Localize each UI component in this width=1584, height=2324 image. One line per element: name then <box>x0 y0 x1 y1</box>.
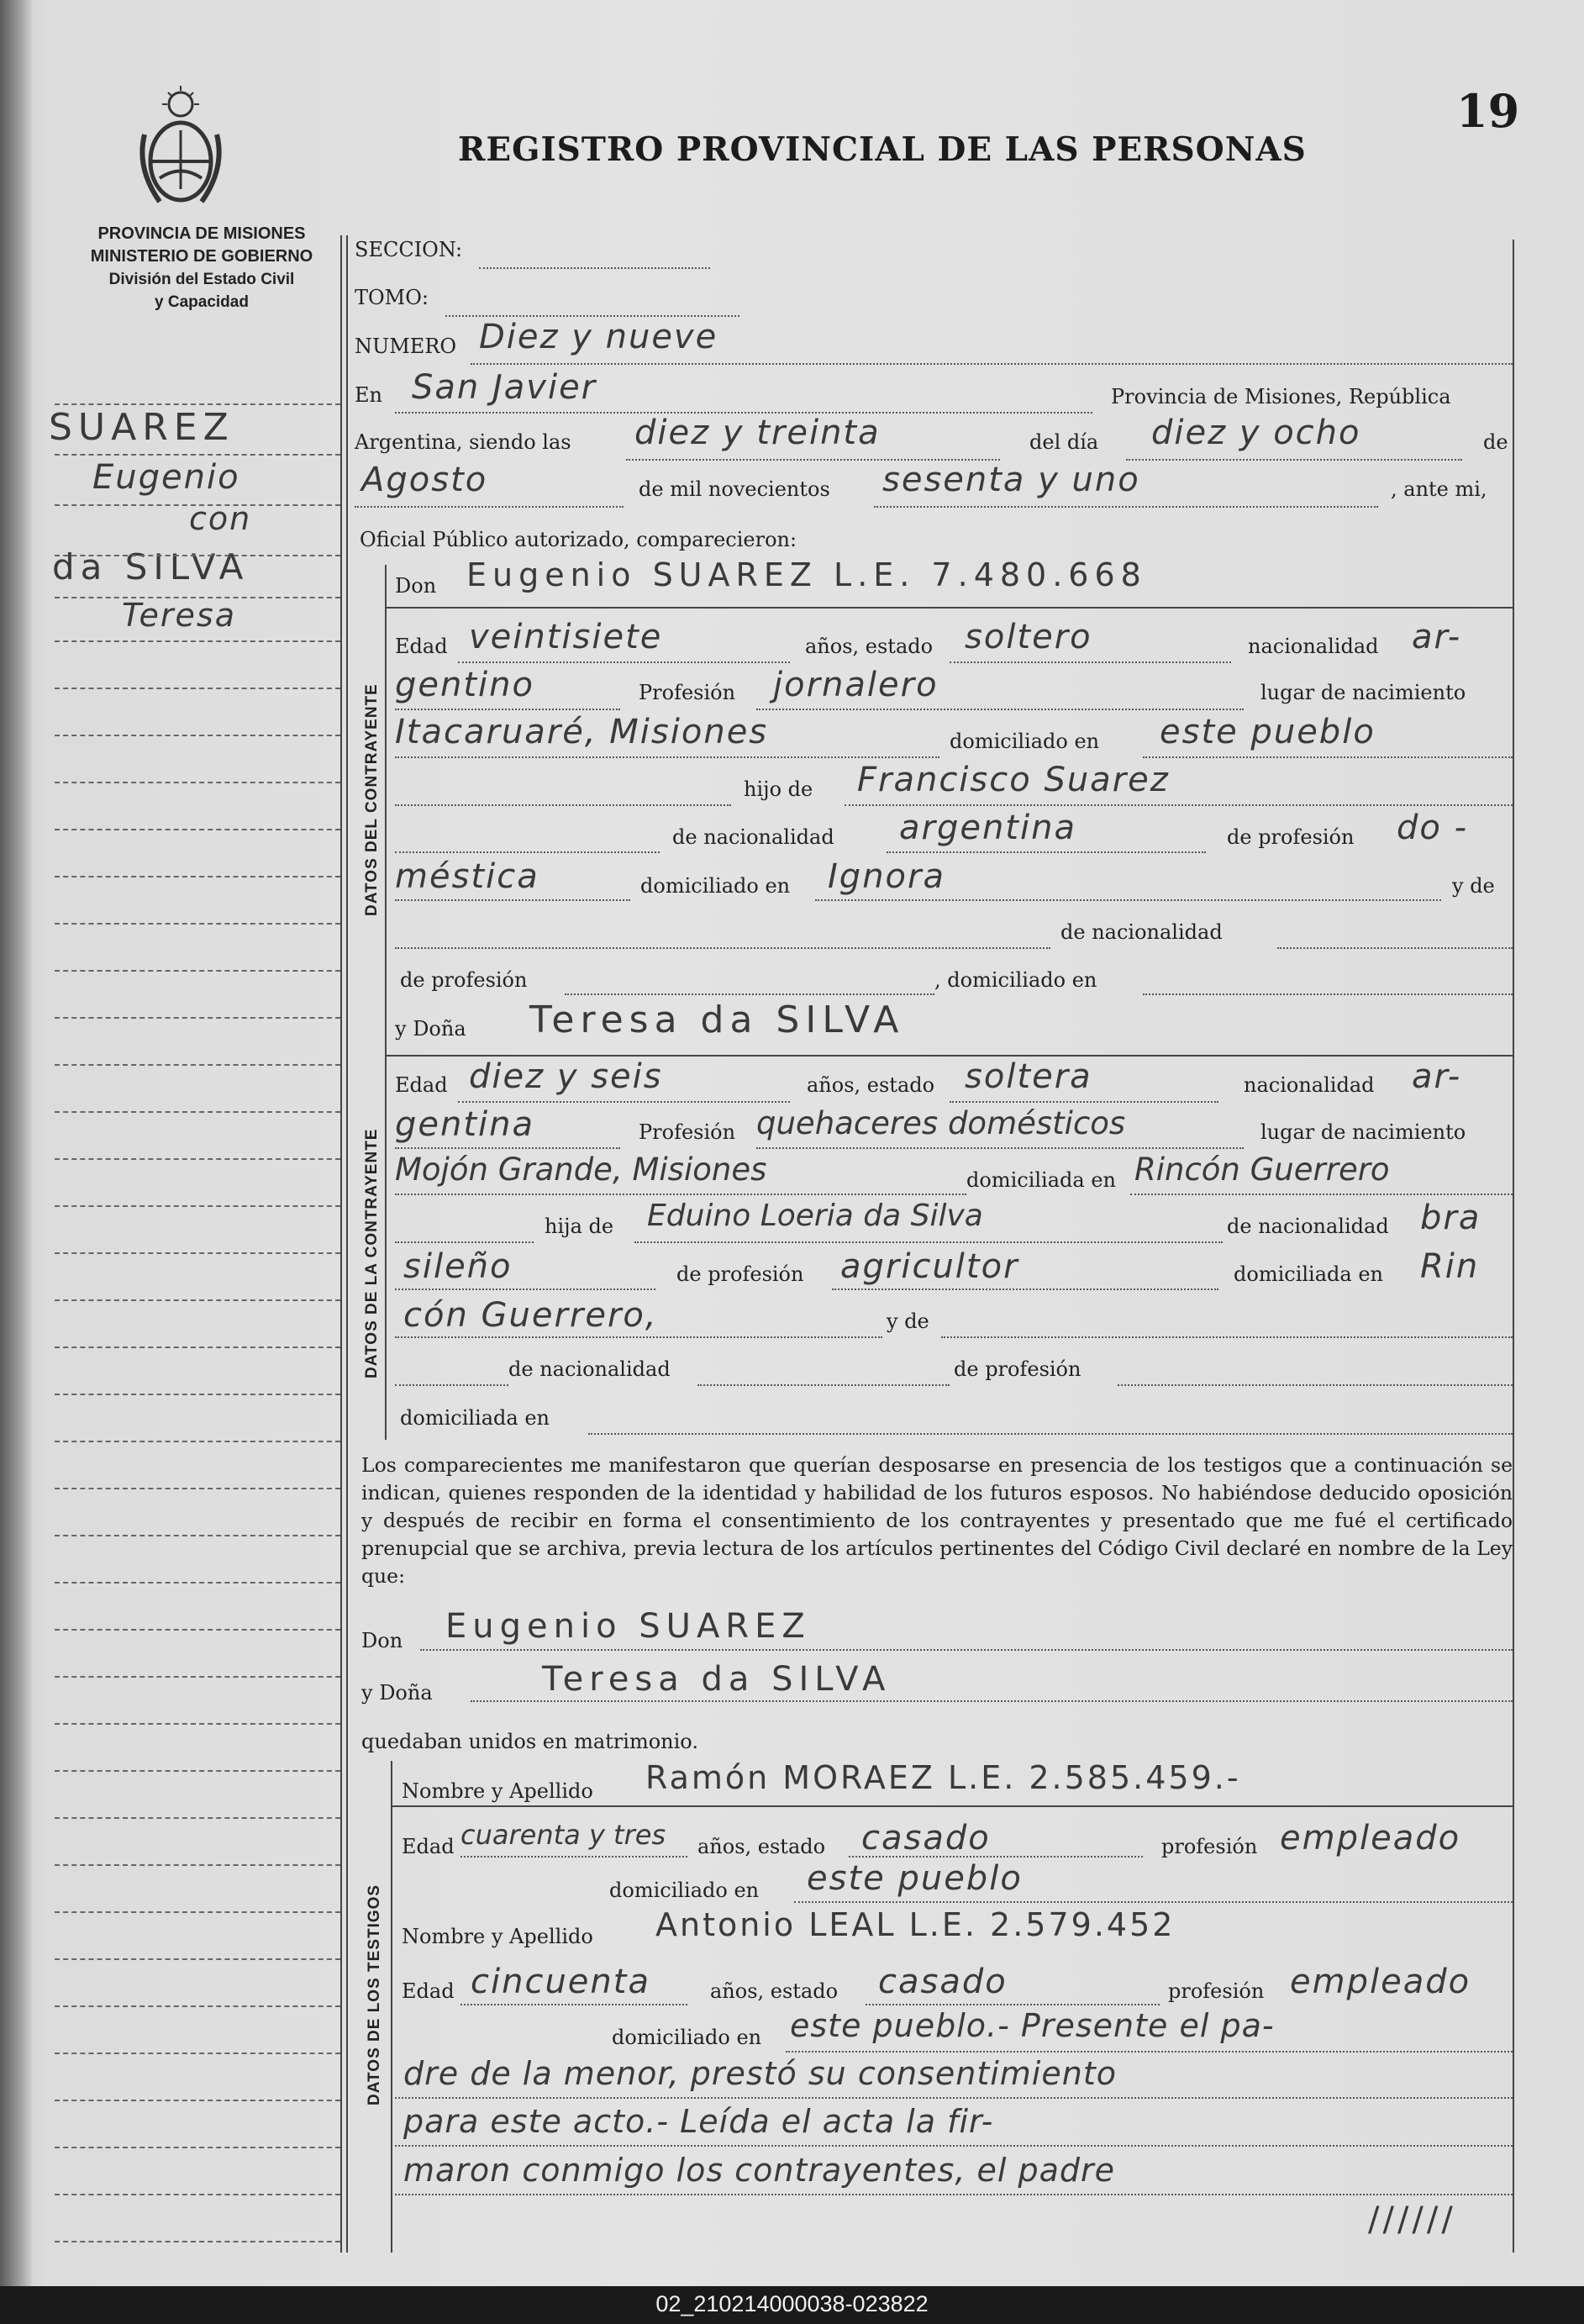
label-y-dona: y Doña <box>395 1017 466 1041</box>
margin-rule <box>55 970 340 972</box>
value-witness1-estado: casado <box>861 1819 991 1858</box>
field-groom-madre-prof[interactable] <box>395 899 630 901</box>
margin-rule <box>55 1535 340 1536</box>
field-tomo[interactable] <box>445 315 739 317</box>
label-del-dia: del día <box>1029 430 1099 454</box>
margin-rule <box>55 1629 340 1631</box>
image-caption: 02_210214000038-023822 <box>655 2291 929 2316</box>
issuer-line-1: PROVINCIA DE MISIONES <box>97 224 306 243</box>
field-result-dona[interactable] <box>471 1700 1513 1702</box>
margin-rule <box>55 1958 340 1960</box>
value-witness2-estado: casado <box>878 1963 1008 2001</box>
field-groom-blank[interactable] <box>395 804 731 806</box>
value-groom-name: Eugenio SUAREZ L.E. 7.480.668 <box>466 556 1147 593</box>
field-groom-nac[interactable] <box>395 709 620 710</box>
field-bride-nac[interactable] <box>395 1147 620 1149</box>
field-bride-madre-nac[interactable] <box>697 1384 950 1386</box>
value-groom-madre-prof-a: do - <box>1397 809 1469 847</box>
label-anios-estado-4: años, estado <box>710 1979 839 2003</box>
label-hija-de: hija de <box>545 1215 614 1238</box>
label-y-dona-2: y Doña <box>361 1681 433 1705</box>
value-witness1-prof: empleado <box>1280 1819 1461 1858</box>
field-anio[interactable] <box>874 506 1378 508</box>
field-numero[interactable] <box>471 363 1513 365</box>
margin-rule <box>55 1817 340 1819</box>
value-bride-padre-nac-b: sileño <box>403 1247 513 1286</box>
bride-section-label: DATOS DE LA CONTRAYENTE <box>363 1128 381 1378</box>
label-don: Don <box>395 574 437 598</box>
label-domiciliada: domiciliada en <box>966 1168 1116 1192</box>
field-bride-prof[interactable] <box>756 1147 1244 1149</box>
margin-rule <box>55 1770 340 1772</box>
margin-rule <box>55 829 340 830</box>
field-groom-x-dom[interactable] <box>1143 993 1513 995</box>
value-witness2-note1: este pueblo.- Presente el pa- <box>790 2007 1275 2044</box>
issuer-line-3: División del Estado Civil <box>108 271 295 288</box>
value-groom-padre: Francisco Suarez <box>857 761 1170 799</box>
value-groom-madre-dom: Ignora <box>828 857 945 896</box>
margin-rule <box>55 1723 340 1725</box>
value-witness2-note2: dre de la menor, prestó su consentimiento <box>403 2055 1117 2092</box>
margin-rule <box>55 2005 340 2007</box>
label-de-profesion-2: de profesión <box>400 968 528 992</box>
margin-rule <box>55 1582 340 1584</box>
value-bride-name: Teresa da SILVA <box>529 999 905 1041</box>
book-binding <box>0 0 32 2286</box>
field-bride-madre-dom[interactable] <box>588 1433 1513 1435</box>
value-witness2-note4: maron conmigo los contrayentes, el padre <box>403 2152 1116 2189</box>
label-anios-estado-2: años, estado <box>807 1073 935 1097</box>
label-profesion-lower: profesión <box>1161 1835 1258 1858</box>
value-groom-estado: soltero <box>965 618 1092 656</box>
value-groom-madre-prof-b: méstica <box>395 857 539 896</box>
label-de-profesion: de profesión <box>1227 825 1355 849</box>
label-nombre-apellido: Nombre y Apellido <box>402 1779 593 1803</box>
label-provincia: Provincia de Misiones, República <box>1111 385 1451 408</box>
label-domiciliado-2: domiciliado en <box>640 874 791 898</box>
value-witness2-age: cincuenta <box>471 1963 650 2001</box>
value-hora: diez y treinta <box>634 414 881 452</box>
label-edad: Edad <box>395 635 448 658</box>
label-de-mil: de mil novecientos <box>639 477 830 501</box>
label-domiciliada-3: domiciliada en <box>400 1406 550 1430</box>
field-witness1-age[interactable] <box>460 1856 687 1858</box>
margin-rule <box>55 1017 340 1019</box>
margin-rule <box>55 782 340 783</box>
label-de-profesion-4: de profesión <box>954 1357 1081 1381</box>
issuer-block <box>34 223 370 314</box>
label-ante-mi: , ante mi, <box>1391 477 1487 501</box>
label-seccion: SECCION: <box>355 238 463 261</box>
margin-given-2: Teresa <box>122 597 236 634</box>
value-witness2-name: Antonio LEAL L.E. 2.579.452 <box>655 1906 1176 1943</box>
field-bride-age[interactable] <box>458 1101 790 1103</box>
field-bride-estado[interactable] <box>950 1101 1218 1103</box>
margin-rule <box>55 640 340 642</box>
section-witness-border <box>391 1761 392 2253</box>
margin-rule <box>55 2053 340 2054</box>
value-bride-padre-dom-b: cón Guerrero, <box>403 1296 658 1335</box>
margin-rule <box>55 597 340 598</box>
label-profesion-lower-2: profesión <box>1168 1979 1265 2003</box>
margin-rule <box>55 735 340 736</box>
margin-rule <box>55 876 340 877</box>
field-note-line4[interactable] <box>395 2194 1513 2195</box>
page-number: 19 <box>1456 84 1520 138</box>
label-de-nacionalidad-2: de nacionalidad <box>1060 920 1223 944</box>
value-result-dona: Teresa da SILVA <box>542 1660 892 1699</box>
label-de-nacionalidad: de nacionalidad <box>672 825 834 849</box>
label-nombre-apellido-2: Nombre y Apellido <box>402 1925 593 1948</box>
field-groom-x-prof[interactable] <box>565 993 934 995</box>
value-bride-lugar-nac: Mojón Grande, Misiones <box>395 1151 767 1188</box>
value-bride-padre: Eduino Loeria da Silva <box>647 1199 983 1233</box>
label-edad-3: Edad <box>402 1835 455 1858</box>
margin-given-1: Eugenio <box>92 458 240 497</box>
value-bride-nac-b: gentina <box>395 1105 535 1144</box>
value-groom-madre-nac: argentina <box>899 809 1076 847</box>
document-title: REGISTRO PROVINCIAL DE LAS PERSONAS <box>458 130 1307 169</box>
label-hijo-de: hijo de <box>744 777 813 801</box>
label-domiciliado: domiciliado en <box>950 730 1100 753</box>
field-witness2-domicilio[interactable] <box>786 2051 1513 2053</box>
field-bride-madre-cont[interactable] <box>395 1384 508 1386</box>
field-bride-lugar-nac[interactable] <box>395 1194 966 1195</box>
value-bride-age: diez y seis <box>469 1057 663 1096</box>
form-left-border <box>346 235 348 2253</box>
value-groom-nac-a: ar- <box>1412 618 1462 656</box>
field-witness2-age[interactable] <box>460 2004 687 2005</box>
value-bride-padre-dom-a: Rin <box>1420 1247 1480 1286</box>
label-de-nacionalidad-4: de nacionalidad <box>508 1357 671 1381</box>
value-anio: sesenta y uno <box>882 461 1140 499</box>
value-bride-prof: quehaceres domésticos <box>756 1105 1126 1141</box>
value-bride-domicilio: Rincón Guerrero <box>1134 1151 1390 1188</box>
field-groom-padre-cont[interactable] <box>395 851 660 853</box>
field-note-line3[interactable] <box>395 2145 1513 2147</box>
field-bride-padre[interactable] <box>634 1241 1223 1243</box>
label-nacionalidad: nacionalidad <box>1248 635 1379 658</box>
section-divider <box>391 1805 1513 1807</box>
margin-rule <box>55 1158 340 1160</box>
label-quedaban: quedaban unidos en matrimonio. <box>361 1730 698 1753</box>
margin-rule <box>55 504 340 506</box>
value-witness1-name: Ramón MORAEZ L.E. 2.585.459.- <box>645 1759 1241 1796</box>
margin-rule <box>55 1441 340 1442</box>
value-groom-prof: jornalero <box>773 666 939 704</box>
field-groom-padre[interactable] <box>845 804 1513 806</box>
margin-rule <box>55 1864 340 1866</box>
label-domiciliado-4: domiciliado en <box>609 1879 760 1902</box>
value-lugar: San Javier <box>412 368 597 407</box>
label-profesion-2: Profesión <box>639 1120 736 1144</box>
value-numero: Diez y nueve <box>479 318 718 356</box>
margin-rule <box>55 688 340 689</box>
value-witness2-note3: para este acto.- Leída el acta la fir- <box>403 2103 994 2140</box>
margin-rule <box>55 2194 340 2195</box>
value-groom-age: veintisiete <box>469 618 663 656</box>
field-groom-madre-dom[interactable] <box>815 899 1441 901</box>
label-de: de <box>1483 430 1508 454</box>
value-bride-estado: soltera <box>965 1057 1092 1096</box>
field-witness2-estado[interactable] <box>866 2004 1160 2005</box>
section-bride-border <box>385 1013 387 1440</box>
declaration-paragraph: Los comparecientes me manifestaron que querían desposarse en presencia de los testigos que a continuación se indican, quienes responden de la identidad y habilidad de los futuros esposos. No habiéndose deducido oposición y después de recibir en forma el consentimiento de los contrayentes y presentado que me fué el certificado prenupcial que se archiva, previa lectura de los artículos pertinentes del Código Civil declaré en nombre de la Ley que: <box>361 1453 1513 1588</box>
coat-of-arms <box>134 84 227 210</box>
label-tomo: TOMO: <box>355 286 429 309</box>
margin-divider <box>340 235 342 2253</box>
field-witness1-domicilio[interactable] <box>794 1901 1513 1903</box>
groom-section-label: DATOS DEL CONTRAYENTE <box>363 683 381 916</box>
field-groom-prof[interactable] <box>756 709 1244 710</box>
value-result-don: Eugenio SUAREZ <box>445 1607 811 1646</box>
label-lugar-nac-2: lugar de nacimiento <box>1260 1120 1466 1144</box>
field-groom-estado[interactable] <box>950 661 1231 663</box>
field-groom-madre-nac[interactable] <box>887 851 1206 853</box>
label-anios-estado-3: años, estado <box>697 1835 826 1858</box>
label-profesion: Profesión <box>639 681 736 704</box>
field-bride-blank[interactable] <box>395 1241 534 1243</box>
margin-con: con <box>189 500 252 537</box>
label-edad-4: Edad <box>402 1979 455 2003</box>
margin-rule <box>55 1064 340 1066</box>
label-y-de: y de <box>1452 874 1495 898</box>
tally-marks: ////// <box>1368 2200 1456 2239</box>
section-divider <box>385 607 1513 609</box>
field-groom-lugar-nac[interactable] <box>395 756 939 758</box>
field-groom-domicilio[interactable] <box>1143 756 1513 758</box>
field-groom-x-nac[interactable] <box>1277 947 1513 949</box>
label-domiciliado-5: domiciliado en <box>612 2026 762 2049</box>
margin-rule <box>55 1252 340 1254</box>
field-seccion[interactable] <box>479 267 710 269</box>
label-en: En <box>355 383 382 407</box>
margin-rule <box>55 1488 340 1489</box>
field-bride-madre[interactable] <box>941 1336 1513 1338</box>
label-numero: NUMERO <box>355 335 457 358</box>
margin-rule <box>55 923 340 925</box>
value-bride-padre-prof: agricultor <box>840 1247 1019 1286</box>
value-groom-nac-b: gentino <box>395 666 534 704</box>
label-oficial: Oficial Público autorizado, comparecieron: <box>360 528 797 551</box>
field-bride-domicilio[interactable] <box>1130 1194 1513 1195</box>
value-groom-lugar-nac: Itacaruaré, Misiones <box>395 713 769 751</box>
label-de-nacionalidad-3: de nacionalidad <box>1227 1215 1389 1238</box>
field-groom-age[interactable] <box>458 661 790 663</box>
margin-rule <box>55 1676 340 1678</box>
value-mes: Agosto <box>361 461 488 499</box>
field-note-line2[interactable] <box>395 2097 1513 2099</box>
field-bride-padre-dom[interactable] <box>395 1336 882 1338</box>
witness-section-label: DATOS DE LOS TESTIGOS <box>366 1884 383 2105</box>
label-argentina: Argentina, siendo las <box>355 430 571 454</box>
field-witness1-estado[interactable] <box>849 1856 1143 1858</box>
value-witness2-prof: empleado <box>1290 1963 1471 2001</box>
margin-rule <box>55 403 340 405</box>
label-domiciliada-2: domiciliada en <box>1234 1262 1383 1286</box>
section-groom-border <box>385 565 387 1013</box>
field-dia[interactable] <box>1126 459 1462 461</box>
label-anios-estado: años, estado <box>805 635 934 658</box>
value-witness1-age: cuarenta y tres <box>460 1819 666 1851</box>
margin-rule <box>55 2147 340 2148</box>
margin-rule <box>55 1911 340 1913</box>
label-nacionalidad-2: nacionalidad <box>1244 1073 1375 1097</box>
value-witness1-domicilio: este pueblo <box>807 1859 1023 1898</box>
margin-surname-2: da SILVA <box>52 546 250 588</box>
label-y-de-2: y de <box>887 1310 929 1333</box>
section-divider <box>385 1055 1513 1057</box>
margin-rule <box>55 2100 340 2101</box>
label-de-profesion-3: de profesión <box>676 1262 804 1286</box>
margin-rule <box>55 1346 340 1348</box>
margin-rule <box>55 1394 340 1395</box>
margin-rule <box>55 1205 340 1207</box>
field-bride-padre-prof[interactable] <box>832 1288 1218 1290</box>
value-groom-domicilio: este pueblo <box>1160 713 1376 751</box>
form-right-border <box>1513 240 1514 2253</box>
label-don-2: Don <box>361 1629 403 1652</box>
issuer-line-2: MINISTERIO DE GOBIERNO <box>90 247 313 266</box>
margin-surname-1: SUAREZ <box>49 406 234 449</box>
value-dia: diez y ocho <box>1151 414 1361 452</box>
value-bride-nac-a: ar- <box>1412 1057 1462 1096</box>
field-result-don[interactable] <box>420 1649 1513 1651</box>
label-domiciliado-3: , domiciliado en <box>934 968 1097 992</box>
margin-rule <box>55 454 340 456</box>
field-bride-padre-nac[interactable] <box>395 1288 655 1290</box>
margin-rule <box>55 1111 340 1113</box>
field-bride-madre-prof[interactable] <box>1118 1384 1513 1386</box>
issuer-line-4: y Capacidad <box>155 293 249 311</box>
field-mes[interactable] <box>355 506 624 508</box>
label-edad-2: Edad <box>395 1073 448 1097</box>
margin-rule <box>55 1299 340 1301</box>
label-lugar-nac: lugar de nacimiento <box>1260 681 1466 704</box>
field-groom-x[interactable] <box>395 947 1050 949</box>
value-bride-padre-nac-a: bra <box>1420 1199 1481 1237</box>
margin-rule <box>55 2241 340 2242</box>
margin-rule <box>55 555 340 556</box>
